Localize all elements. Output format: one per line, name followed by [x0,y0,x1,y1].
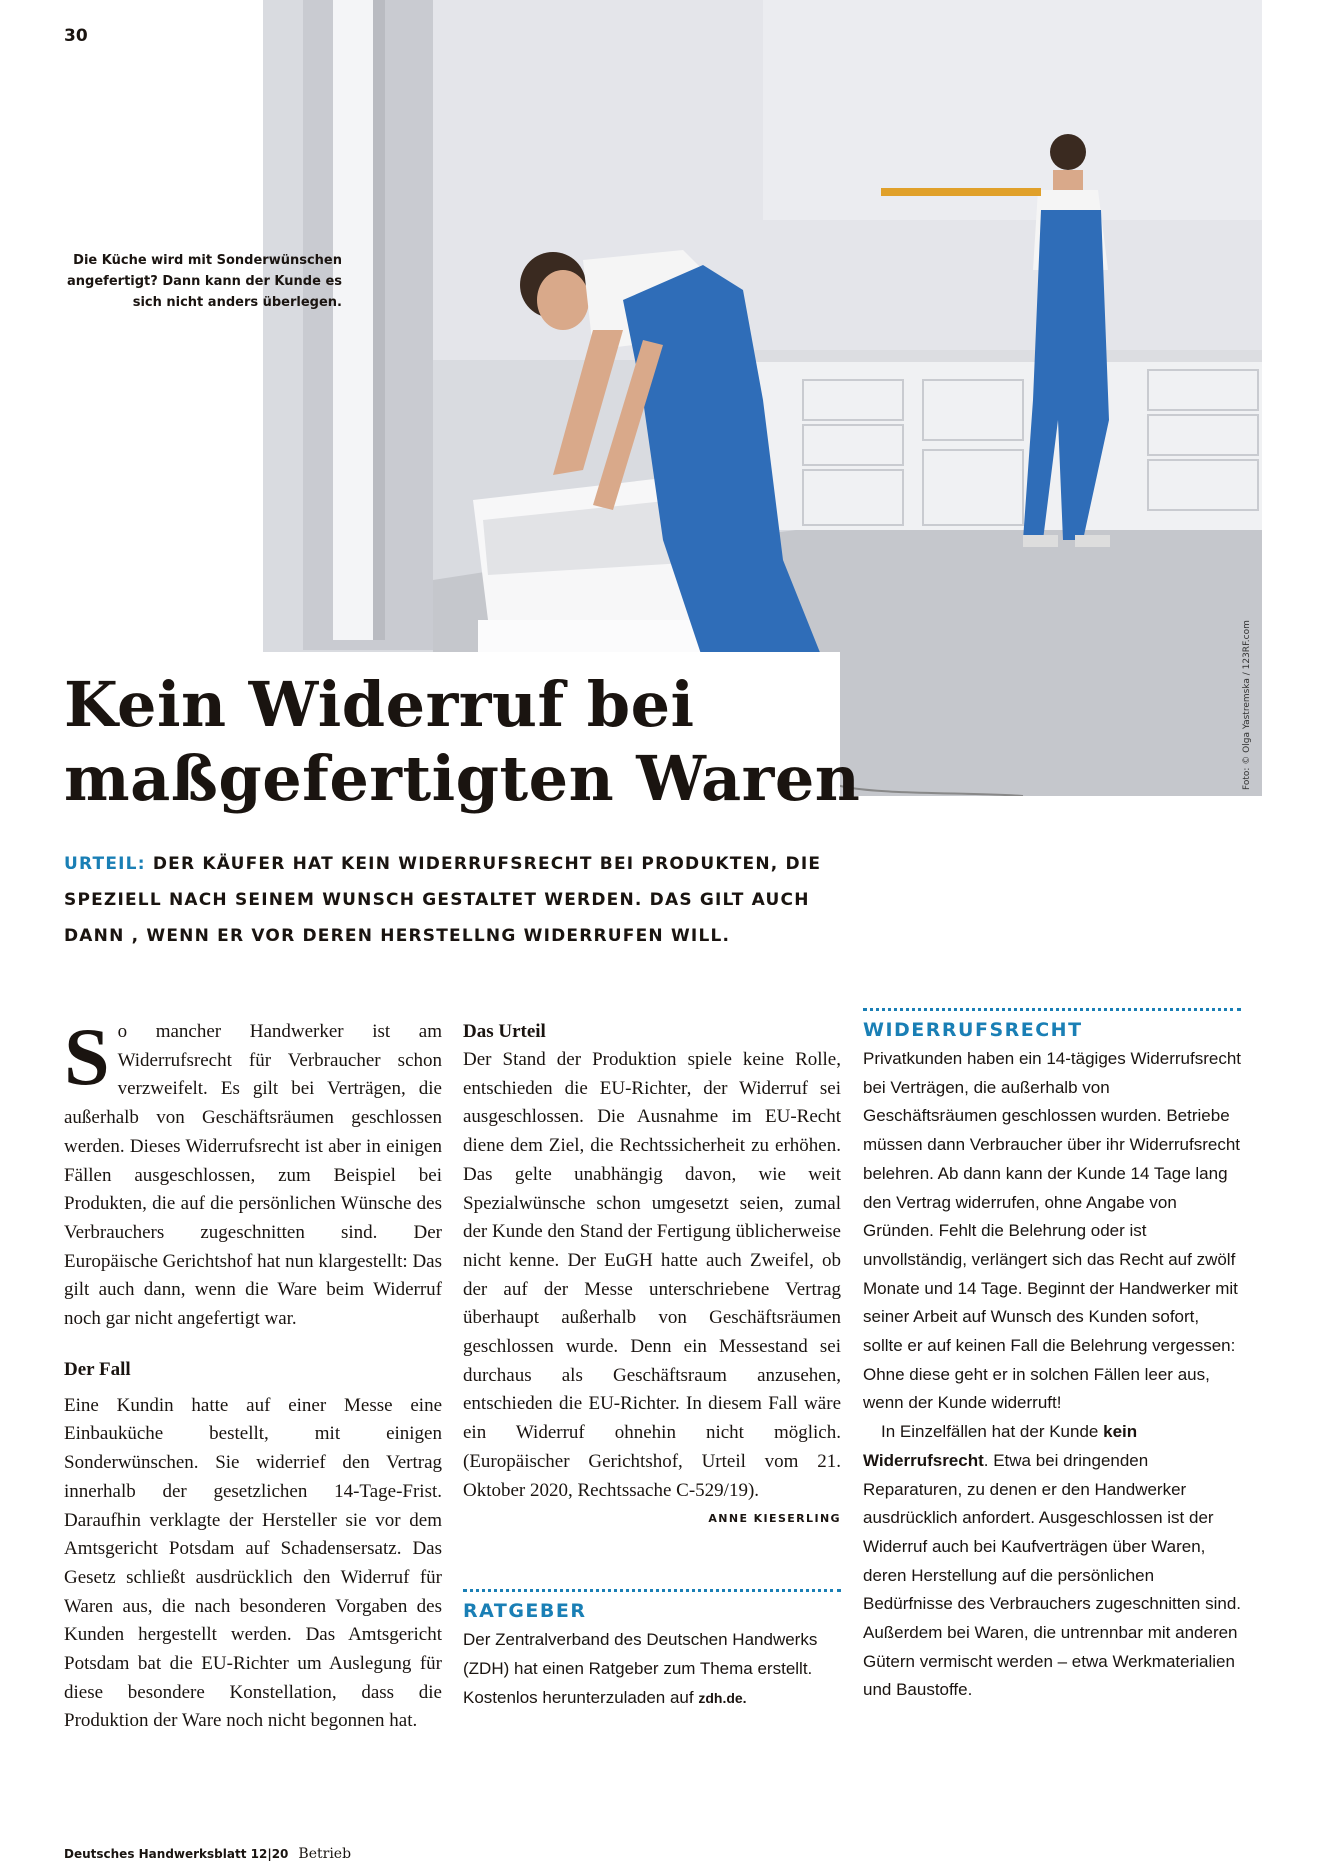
widerrufsrecht-box [863,1008,1241,1705]
author-byline: ANNE KIESERLING [708,1512,841,1526]
ratgeber-box [463,1589,841,1712]
zdh-link[interactable]: zdh.de. [698,1689,747,1706]
widerrufsrecht-paragraph-2: In Einzelfällen hat der Kunde kein Widerrufsrecht. Etwa bei dringenden Reparaturen, zu denen er den Handwerker ausdrücklich anfordert. Ausgeschlossen ist der Widerruf auch bei Kaufverträgen über Waren, deren Herstellung auf die persönlichen Bedürfnisse des Verbrauchers zugeschnitten sind. Außerdem bei Waren, die untrennbar mit anderen Gütern vermischt werden – etwa Werkmaterialien und Baustoffe. [863,1422,1242,1700]
drop-cap: S [64,1011,110,1102]
ratgeber-heading: RATGEBER [463,1600,587,1623]
widerrufsrecht-paragraph-1: Privatkunden haben ein 14-tägiges Widerrufsrecht bei Verträgen, die außerhalb von Geschäftsräumen geschlossen wurden. Betriebe müssen dann Verbraucher über ihr Widerrufsrecht belehren. Ab dann kann der Kunde 14 Tage lang den Vertrag widerrufen, ohne Angabe von Gründen. Fehlt die Belehrung oder ist unvollständig, verlängert sich das Recht auf zwölf Monate und 14 Tage. Beginnt der Handwerker mit seiner Arbeit auf Wunsch des Kunden sofort, sollte er auf keinen Fall die Belehrung vergessen: Ohne diese geht er in solchen Fällen leer aus, wenn der Kunde widerruft! [863,1049,1241,1413]
ratgeber-text: Der Zentralverband des Deutschen Handwerks (ZDH) hat einen Ratgeber zum Thema erstellt. Kostenlos herunterzuladen auf zdh.de. [463,1630,818,1707]
lead-keyword: URTEIL: [64,854,146,874]
column-1 [64,1011,442,1736]
photo-caption: Die Küche wird mit Sonderwünschen angefertigt? Dann kann der Kunde es sich nicht anders überlegen. [67,253,342,310]
publication-name: Deutsches Handwerksblatt 12|20 [64,1847,289,1861]
page-footer [64,1846,351,1862]
section-heading-fall: Der Fall [64,1358,131,1380]
article-lead [64,846,864,954]
title-line-1: Kein Widerruf bei [64,668,695,741]
lead-text: DER KÄUFER HAT KEIN WIDERRUFSRECHT BEI PRODUKTEN, DIE SPEZIELL NACH SEINEM WUNSCH GESTALTET WERDEN. DAS GILT AUCH DANN , WENN ER VOR DEREN HERSTELLNG WIDERRUFEN WILL. [64,854,822,946]
widerrufsrecht-text [863,1045,1241,1705]
page-number: 30 [64,26,88,46]
column-2 [463,1018,841,1712]
intro-paragraph: So mancher Handwerker ist am Widerrufsrecht für Verbraucher schon verzweifelt. Es gilt bei Verträgen, die außerhalb von Geschäftsräumen geschlossen werden. Dieses Widerrufsrecht ist aber in einigen Fällen ausgeschlossen, zum Beispiel bei Produkten, die auf die persönlichen Wünsche des Verbrauchers zugeschnitten sind. Der Europäische Gerichtshof hat nun klargestellt: Das gilt auch dann, wenn die Ware beim Widerruf noch gar nicht angefertigt war. [64,1011,442,1330]
section-name: Betrieb [298,1846,352,1862]
section-heading-urteil: Das Urteil [463,1021,546,1042]
widerrufsrecht-heading: WIDERRUFSRECHT [863,1019,1083,1041]
title-line-2: maßgefertigten Waren [64,742,861,815]
dotted-divider [463,1589,841,1592]
article-title [64,668,860,816]
photo-credit: Foto: © Olga Yastremska / 123RF.com [1242,620,1252,790]
section-fall-text: Eine Kundin hatte auf einer Messe eine Einbauküche bestellt, mit einigen Sonderwünschen. Sie widerrief den Vertrag innerhalb der gesetzlichen 14-Tage-Frist. Daraufhin verklagte der Hersteller sie vor dem Amtsgericht Potsdam auf Schadensersatz. Das Gesetz schließt ausdrücklich den Widerruf für Waren aus, die nach besonderen Vorgaben des Kunden hergestellt werden. Das Amtsgericht Potsdam bat die EU-Richter um Auslegung für diese besondere Konstellation, dass die Produktion der Ware noch nicht begonnen hat. [64,1394,442,1732]
dotted-divider [863,1008,1241,1011]
section-urteil-text: Der Stand der Produktion spiele keine Rolle, entschieden die EU-Richter, der Widerruf sei ausgeschlossen. Die Ausnahme im EU-Recht diene dem Ziel, die Rechtssicherheit zu erhöhen. Das gelte unabhängig davon, wie weit Spezialwünsche schon umgesetzt seien, zumal der Kunde den Stand der Fertigung üblicherweise nicht kenne. Der EuGH hatte auch Zweifel, ob der auf der Messe unterschriebene Vertrag überhaupt außerhalb von Geschäftsräumen geschlossen wurde. Denn ein Messestand sei durchaus als Geschäftsraum anzusehen, entschieden die EU-Richter. In diesem Fall wäre ein Widerruf ohnehin nicht möglich. (Europäischer Gerichtshof, Urteil vom 21. Oktober 2020, Rechtssache C-529/19). ANNE KIESERLING [463,1046,841,1505]
